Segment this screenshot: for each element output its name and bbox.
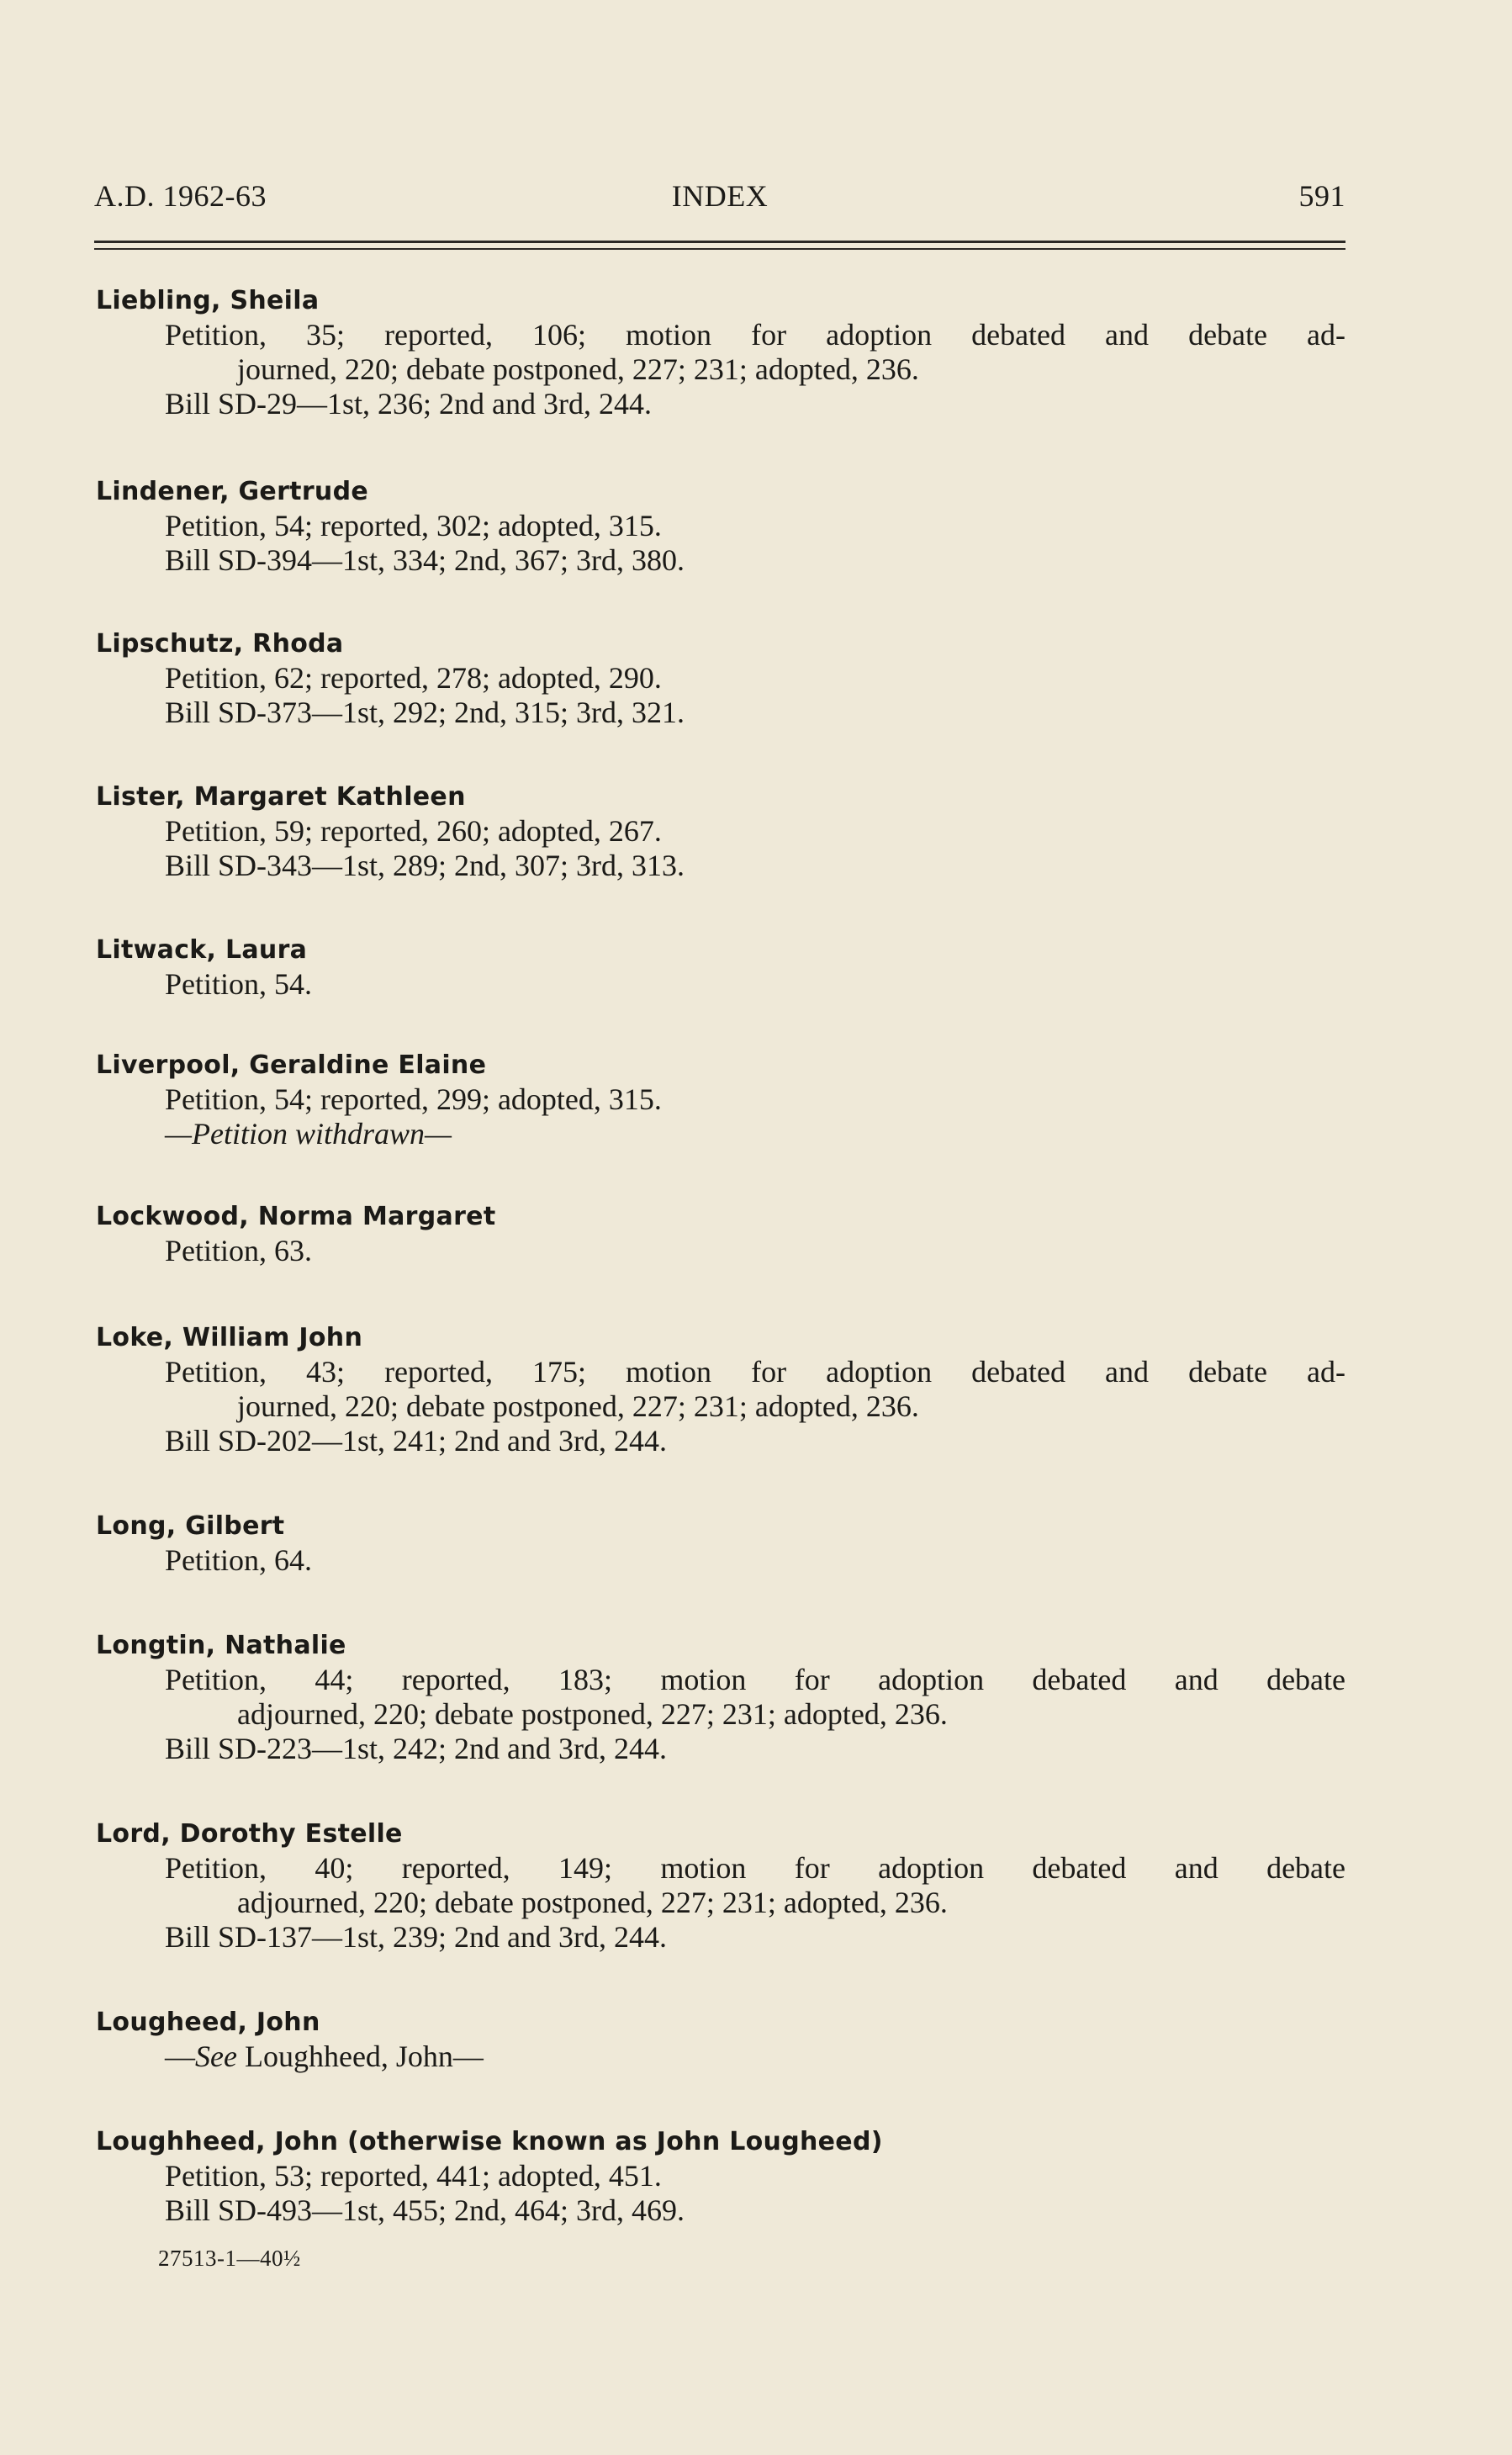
printer-signature-mark: 27513-1—40½ — [158, 2246, 301, 2271]
entry-line: Bill SD-223—1st, 242; 2nd and 3rd, 244. — [165, 1732, 668, 1765]
cross-reference: —See Loughheed, John— — [165, 2040, 484, 2073]
index-entry — [96, 1510, 1345, 1578]
entry-line: Bill SD-493—1st, 455; 2nd, 464; 3rd, 469. — [165, 2193, 685, 2227]
header-year-range: A.D. 1962-63 — [94, 179, 267, 213]
entry-line: Bill SD-394—1st, 334; 2nd, 367; 3rd, 380. — [165, 543, 685, 577]
entry-line: Petition, 44; reported, 183; motion for adoption debated and debate — [165, 1663, 1345, 1696]
index-entry — [96, 1200, 1345, 1268]
index-entry — [96, 1049, 1345, 1151]
entry-name: Liverpool, Geraldine Elaine — [96, 1050, 487, 1080]
entry-line: Petition, 64. — [165, 1543, 313, 1577]
index-entry — [96, 934, 1345, 1002]
entry-line: Petition, 53; reported, 441; adopted, 451. — [165, 2159, 662, 2193]
index-entry — [96, 1629, 1345, 1766]
index-entry — [96, 627, 1345, 730]
entry-line: Petition, 62; reported, 278; adopted, 290. — [165, 661, 662, 695]
entry-name: Lindener, Gertrude — [96, 477, 368, 506]
entry-line: journed, 220; debate postponed, 227; 231; adopted, 236. — [237, 1389, 919, 1423]
index-entry — [96, 780, 1345, 883]
entry-note: —Petition withdrawn— — [165, 1117, 452, 1151]
entry-name: Lister, Margaret Kathleen — [96, 782, 466, 812]
index-entry — [96, 2125, 1345, 2228]
entry-name: Loughheed, John (otherwise known as John Lougheed) — [96, 2127, 883, 2156]
index-entry — [96, 475, 1345, 578]
entry-line: Bill SD-373—1st, 292; 2nd, 315; 3rd, 321. — [165, 696, 685, 729]
entry-line: Bill SD-29—1st, 236; 2nd and 3rd, 244. — [165, 387, 653, 421]
index-entry — [96, 1817, 1345, 1955]
entry-name: Long, Gilbert — [96, 1511, 285, 1541]
entry-line: Petition, 54; reported, 299; adopted, 315. — [165, 1082, 662, 1116]
entry-line: adjourned, 220; debate postponed, 227; 231; adopted, 236. — [237, 1886, 948, 1919]
see-word: See — [195, 2040, 237, 2073]
header-rule-top — [94, 241, 1345, 243]
index-entry — [96, 2006, 1345, 2074]
entry-name: Lord, Dorothy Estelle — [96, 1819, 403, 1849]
entry-line: Petition, 35; reported, 106; motion for adoption debated and debate ad- — [165, 318, 1345, 352]
index-entry — [96, 1321, 1345, 1458]
entry-line: Petition, 63. — [165, 1234, 313, 1267]
entry-line: Petition, 54. — [165, 967, 313, 1001]
entry-name: Lockwood, Norma Margaret — [96, 1202, 496, 1231]
entry-line: journed, 220; debate postponed, 227; 231; adopted, 236. — [237, 352, 919, 386]
running-header — [94, 178, 1345, 222]
index-entry — [96, 284, 1345, 421]
header-rule-bottom — [94, 248, 1345, 250]
entry-line: Petition, 40; reported, 149; motion for adoption debated and debate — [165, 1851, 1345, 1885]
entry-name: Litwack, Laura — [96, 935, 308, 965]
entry-line: adjourned, 220; debate postponed, 227; 231; adopted, 236. — [237, 1697, 948, 1731]
entry-name: Longtin, Nathalie — [96, 1631, 346, 1660]
entry-line: Petition, 54; reported, 302; adopted, 315. — [165, 509, 662, 542]
entry-name: Loke, William John — [96, 1323, 363, 1352]
entry-line: Petition, 59; reported, 260; adopted, 267. — [165, 814, 662, 848]
header-title: INDEX — [671, 179, 769, 213]
entry-name: Lipschutz, Rhoda — [96, 629, 344, 659]
entry-line: Bill SD-137—1st, 239; 2nd and 3rd, 244. — [165, 1920, 668, 1954]
entry-line: Bill SD-202—1st, 241; 2nd and 3rd, 244. — [165, 1424, 668, 1458]
entry-line: Bill SD-343—1st, 289; 2nd, 307; 3rd, 313. — [165, 849, 685, 882]
entry-name: Liebling, Sheila — [96, 286, 320, 315]
page-number: 591 — [1298, 179, 1345, 213]
entry-line: Petition, 43; reported, 175; motion for adoption debated and debate ad- — [165, 1355, 1345, 1389]
entry-name: Lougheed, John — [96, 2008, 320, 2037]
